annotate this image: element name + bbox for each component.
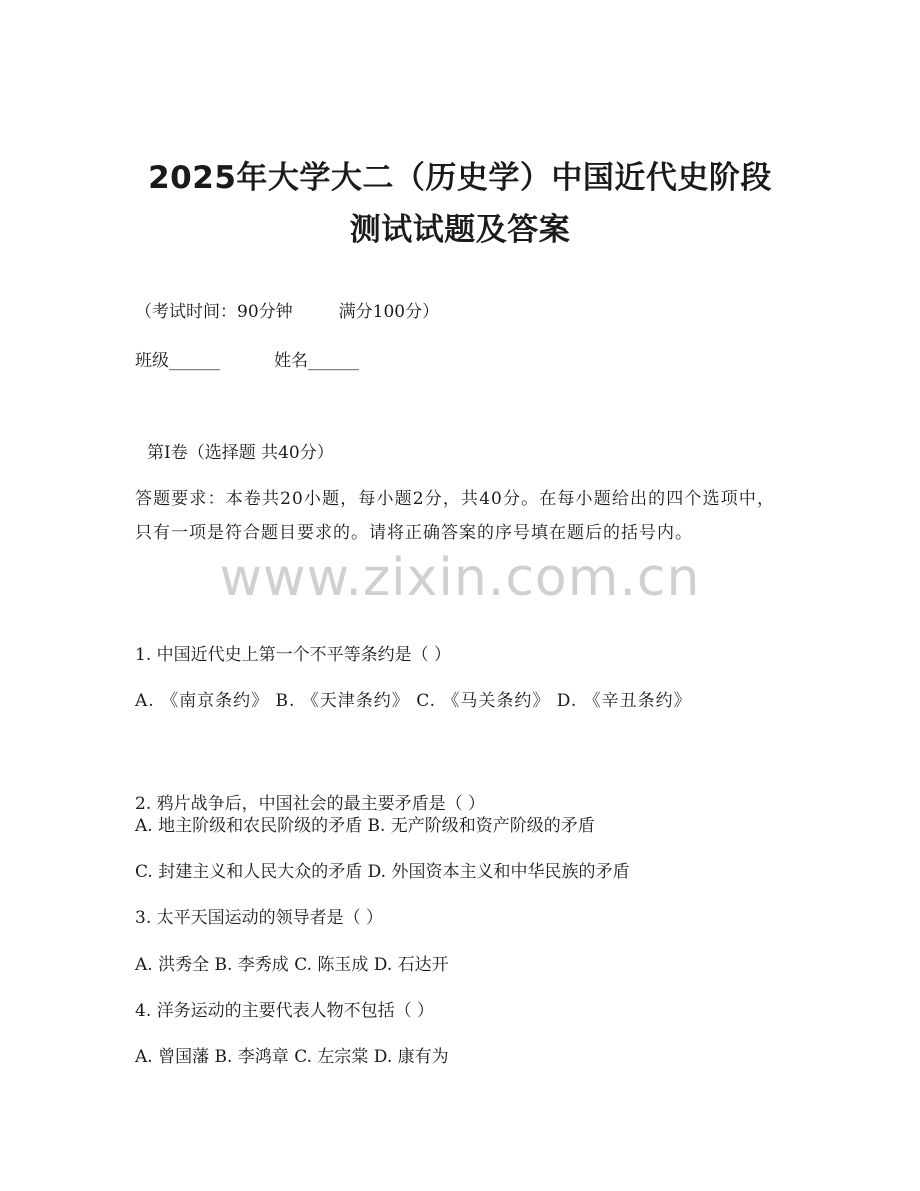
question-1-stem: 1. 中国近代史上第一个不平等条约是（ ） (135, 645, 452, 665)
exam-time: （考试时间：90分钟 (135, 302, 293, 322)
document-title-line-1: 2025年大学大二（历史学）中国近代史阶段 (148, 160, 772, 196)
class-field: 班级______ (135, 351, 220, 371)
question-2-stem: 2. 鸦片战争后，中国社会的最主要矛盾是（ ） (135, 794, 486, 814)
name-field: 姓名______ (274, 351, 359, 371)
question-2-options-line-2: C. 封建主义和人民大众的矛盾 D. 外国资本主义和中华民族的矛盾 (135, 862, 630, 882)
question-1-options: A. 《南京条约》 B. 《天津条约》 C. 《马关条约》 D. 《辛丑条约》 (135, 691, 692, 711)
document-title-line-2: 测试试题及答案 (349, 212, 571, 248)
question-3-stem: 3. 太平天国运动的领导者是（ ） (135, 908, 384, 928)
question-4-options: A. 曾国藩 B. 李鸿章 C. 左宗棠 D. 康有为 (135, 1047, 449, 1067)
question-4-stem: 4. 洋务运动的主要代表人物不包括（ ） (135, 1001, 435, 1021)
section-heading: 第Ⅰ卷（选择题 共40分） (147, 443, 334, 463)
watermark: www.zixin.com.cn (219, 548, 701, 608)
exam-info (135, 304, 439, 321)
question-2-options-line-1: A. 地主阶级和农民阶级的矛盾 B. 无产阶级和资产阶级的矛盾 (135, 816, 595, 836)
instructions: 答题要求：本卷共20小题，每小题2分，共40分。在每小题给出的四个选项中，只有一项是符合题目要求的。请将正确答案的序号填在题后的括号内。 (135, 489, 775, 543)
question-3-options: A. 洪秀全 B. 李秀成 C. 陈玉成 D. 石达开 (135, 955, 449, 975)
exam-score: 满分100分） (338, 302, 440, 322)
student-info (135, 353, 359, 370)
